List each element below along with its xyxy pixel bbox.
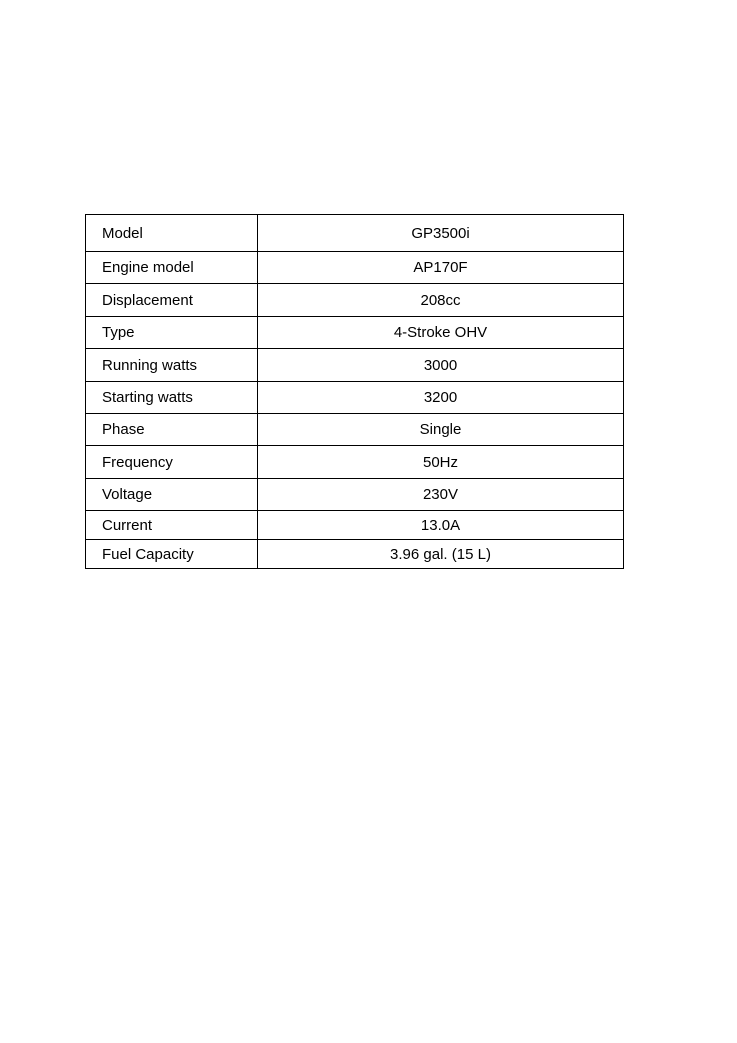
row-value: 230V — [258, 479, 624, 511]
table-row — [86, 252, 624, 284]
row-value: AP170F — [258, 252, 624, 284]
table-row — [86, 511, 624, 540]
table-row — [86, 349, 624, 382]
table-row — [86, 284, 624, 317]
row-label: Starting watts — [86, 382, 258, 414]
spec-table — [85, 214, 624, 569]
row-label: Model — [86, 215, 258, 252]
table-row — [86, 414, 624, 446]
row-value: 4-Stroke OHV — [258, 317, 624, 349]
row-value: 50Hz — [258, 446, 624, 479]
table-row — [86, 382, 624, 414]
row-value: 3200 — [258, 382, 624, 414]
row-label: Fuel Capacity — [86, 540, 258, 569]
row-label: Running watts — [86, 349, 258, 382]
row-label: Type — [86, 317, 258, 349]
row-value: 208cc — [258, 284, 624, 317]
row-label: Displacement — [86, 284, 258, 317]
row-label: Current — [86, 511, 258, 540]
row-value: GP3500i — [258, 215, 624, 252]
row-value: Single — [258, 414, 624, 446]
row-label: Engine model — [86, 252, 258, 284]
row-value: 3.96 gal. (15 L) — [258, 540, 624, 569]
table-row — [86, 215, 624, 252]
row-value: 3000 — [258, 349, 624, 382]
table-row — [86, 446, 624, 479]
table-row — [86, 479, 624, 511]
row-label: Voltage — [86, 479, 258, 511]
row-label: Phase — [86, 414, 258, 446]
row-label: Frequency — [86, 446, 258, 479]
table-row — [86, 540, 624, 569]
row-value: 13.0A — [258, 511, 624, 540]
table-row — [86, 317, 624, 349]
